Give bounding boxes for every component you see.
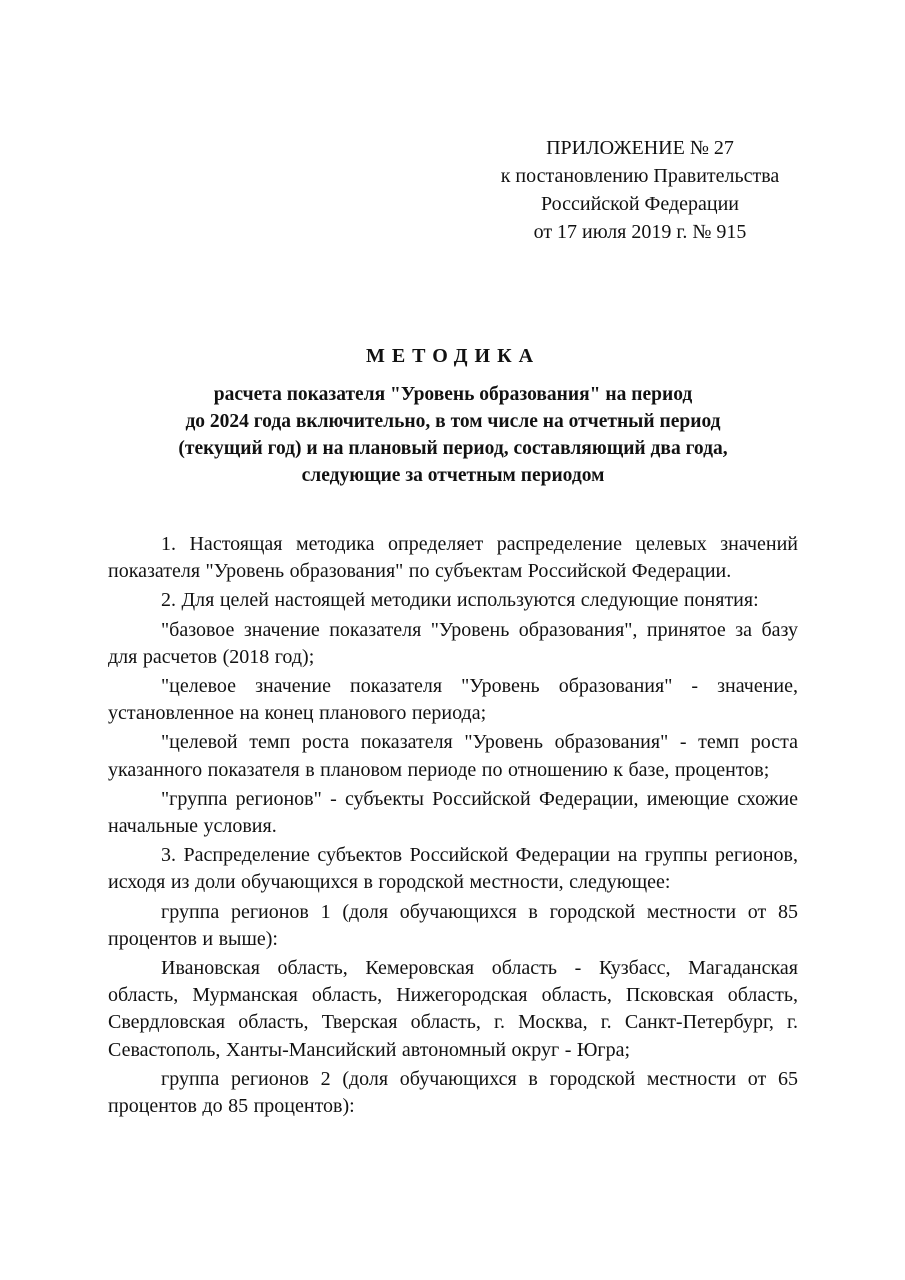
- subtitle-line: расчета показателя "Уровень образования" на период: [213, 384, 693, 405]
- subtitle-line: (текущий год) и на плановый период, составляющий два года,: [178, 438, 728, 459]
- paragraph-3-distribution: 3. Распределение субъектов Российской Федерации на группы регионов, исходя из доли обучающихся в городской местности, следующее:: [108, 844, 798, 894]
- definition-target-value: "целевое значение показателя "Уровень образования" - значение, установленное на конец планового периода;: [108, 675, 798, 725]
- appendix-number: ПРИЛОЖЕНИЕ № 27: [546, 137, 734, 159]
- appendix-country: Российской Федерации: [540, 193, 740, 215]
- definition-target-growth-rate: "целевой темп роста показателя "Уровень образования" - темп роста указанного показателя в плановом периоде по отношению к базе, процентов;: [108, 731, 798, 781]
- appendix-resolution-ref: к постановлению Правительства: [500, 165, 780, 187]
- appendix-date-number: от 17 июля 2019 г. № 915: [533, 221, 747, 243]
- region-group-1-heading: группа регионов 1 (доля обучающихся в городской местности от 85 процентов и выше):: [108, 900, 798, 950]
- paragraph-1-purpose: 1. Настоящая методика определяет распределение целевых значений показателя "Уровень образования" по субъектам Российской Федерации.: [108, 533, 798, 583]
- definition-base-value: "базовое значение показателя "Уровень образования", принятое за базу для расчетов (2018 год);: [108, 618, 798, 668]
- appendix-header: [470, 134, 810, 246]
- title-block: [108, 342, 798, 489]
- document-subtitle: [108, 381, 798, 489]
- region-group-1-list: Ивановская область, Кемеровская область - Кузбасс, Магаданская область, Мурманская область, Нижегородская область, Псковская область, Свердловская область, Тверская область, г. Москва, г. Санкт-Петербург, г. Севастополь, Ханты-Мансийский автономный округ - Югра;: [108, 957, 798, 1061]
- paragraph-2-definitions-intro: 2. Для целей настоящей методики используются следующие понятия:: [161, 589, 759, 612]
- definition-region-group: "группа регионов" - субъекты Российской Федерации, имеющие схожие начальные условия.: [108, 787, 798, 838]
- document-title: МЕТОДИКА: [365, 345, 541, 367]
- subtitle-line: до 2024 года включительно, в том числе на отчетный период: [185, 411, 721, 432]
- document-body: [108, 531, 798, 1122]
- subtitle-line: следующие за отчетным периодом: [301, 465, 605, 486]
- region-group-2-heading: группа регионов 2 (доля обучающихся в городской местности от 65 процентов до 85 процентов):: [108, 1067, 798, 1118]
